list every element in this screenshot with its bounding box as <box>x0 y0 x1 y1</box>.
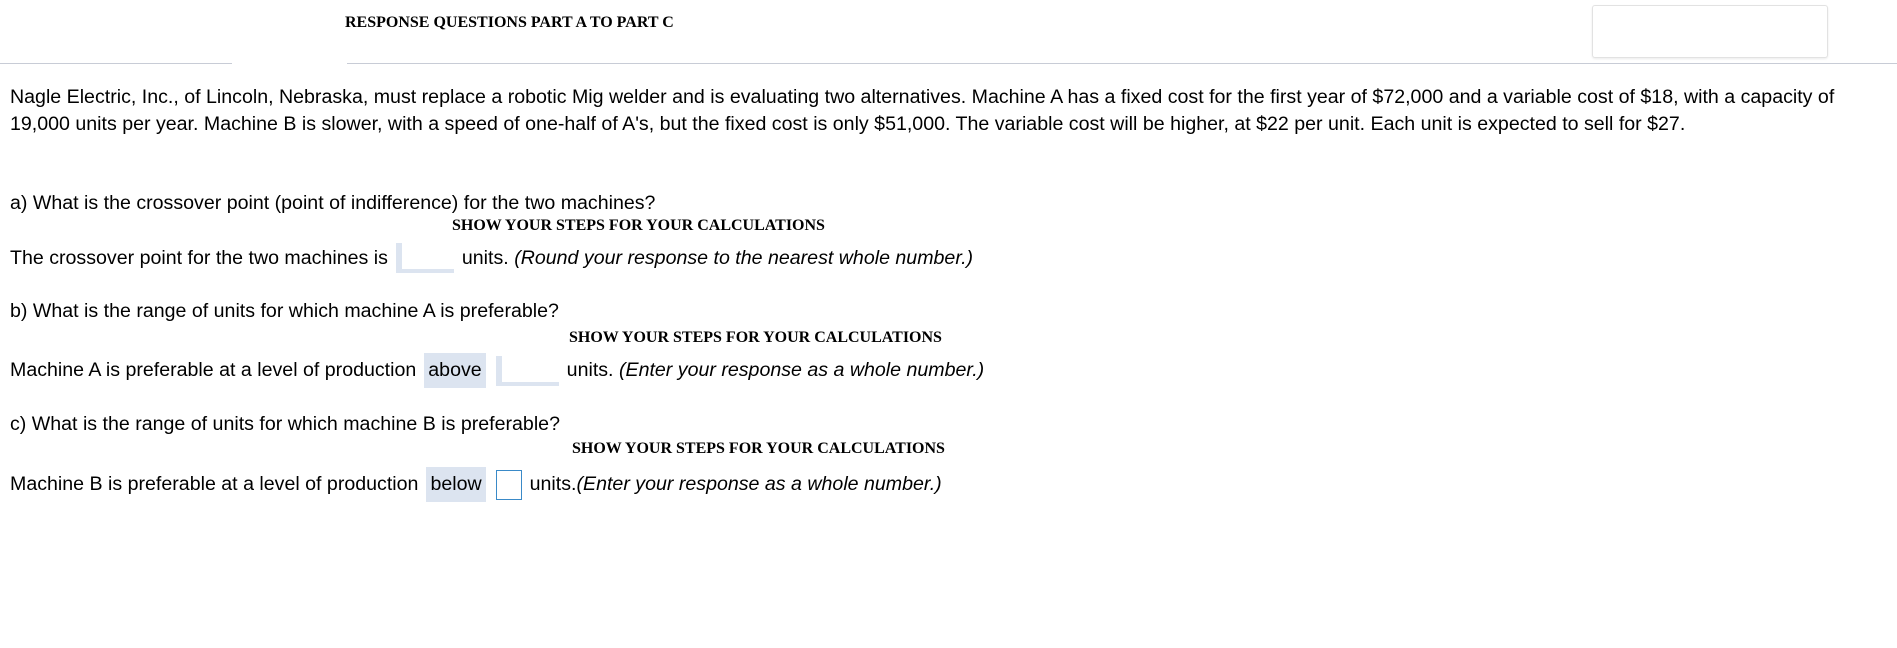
page-title: RESPONSE QUESTIONS PART A TO PART C <box>345 14 674 31</box>
answer-line-a <box>10 243 973 273</box>
answer-line-c <box>10 467 942 502</box>
answer-prefix-a: The crossover point for the two machines is <box>10 246 388 269</box>
answer-prefix-b: Machine A is preferable at a level of production <box>10 359 417 381</box>
top-right-panel <box>1592 5 1828 58</box>
steps-label-a: SHOW YOUR STEPS FOR YOUR CALCULATIONS <box>452 217 825 234</box>
divider <box>0 63 232 64</box>
steps-label-b: SHOW YOUR STEPS FOR YOUR CALCULATIONS <box>569 329 942 346</box>
units-label-c: units. <box>529 473 577 495</box>
divider <box>347 63 1897 64</box>
units-label-b: units. <box>566 359 614 381</box>
machine-a-units-input[interactable] <box>496 356 559 386</box>
answer-line-b <box>10 353 984 388</box>
problem-statement: Nagle Electric, Inc., of Lincoln, Nebraska, must replace a robotic Mig welder and is evaluating two alternatives. Machine A has a fixed cost for the first year of $72,000 and a variable cost of $18, with a capacity of 19,000 units per year. Machine B is slower, with a speed of one-half of A's, but the fixed cost is only $51,000. The variable cost will be higher, at $22 per unit. Each unit is expected to sell for $27. <box>10 86 1835 135</box>
units-label-a: units. <box>461 246 509 269</box>
steps-label-c: SHOW YOUR STEPS FOR YOUR CALCULATIONS <box>572 440 945 457</box>
question-b: b) What is the range of units for which machine A is preferable? <box>10 300 559 322</box>
question-c: c) What is the range of units for which machine B is preferable? <box>10 413 560 435</box>
question-a: a) What is the crossover point (point of indifference) for the two machines? <box>10 192 656 214</box>
answer-prefix-c: Machine B is preferable at a level of production <box>10 473 419 495</box>
machine-b-units-input[interactable] <box>496 470 522 500</box>
hint-a: (Round your response to the nearest whole number.) <box>514 246 974 269</box>
hint-c: (Enter your response as a whole number.) <box>576 473 942 495</box>
hint-b: (Enter your response as a whole number.) <box>618 359 985 381</box>
direction-select-b[interactable]: below <box>426 467 485 502</box>
direction-select-a[interactable]: above <box>424 353 485 388</box>
crossover-input[interactable] <box>396 243 454 273</box>
